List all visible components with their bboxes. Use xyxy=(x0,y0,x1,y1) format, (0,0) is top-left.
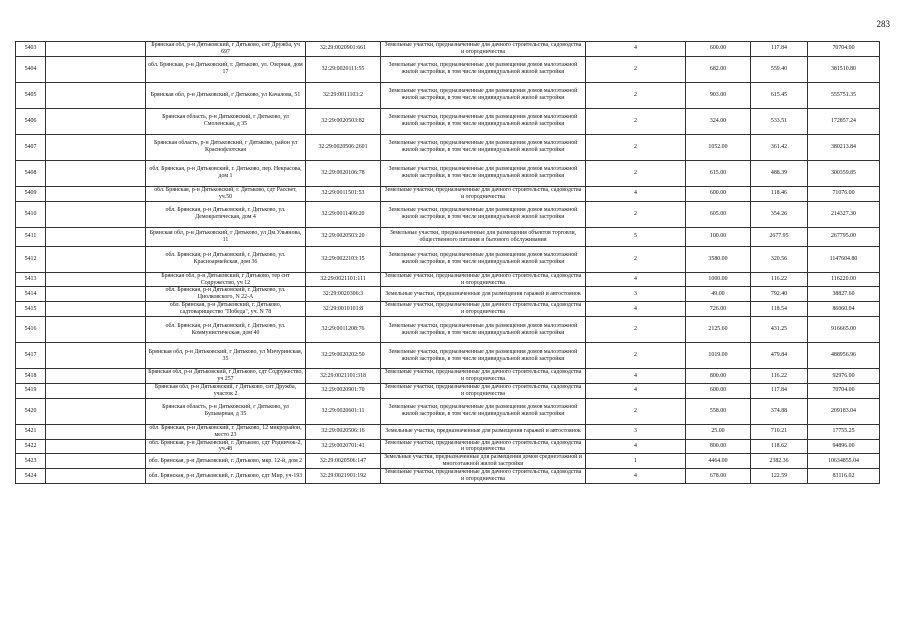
table-row xyxy=(16,287,880,302)
area-cell: 600.00 xyxy=(686,383,751,398)
blank-cell xyxy=(46,302,146,317)
land-use-cell: Земельные участки, предназначенные для размещения домов малоэтажной жилой застройки, в том числе индивидуальной жилой застройки xyxy=(381,246,586,272)
cadastral-number-cell: 32:29:0011103:2 xyxy=(306,82,381,108)
specific-value-cell: 479.84 xyxy=(751,343,808,369)
row-number-cell: 5414 xyxy=(16,287,46,302)
cadastral-value-cell: 916665.00 xyxy=(808,317,880,343)
specific-value-cell: 118.54 xyxy=(751,302,808,317)
specific-value-cell: 117.84 xyxy=(751,383,808,398)
table-row xyxy=(16,454,880,469)
area-cell: 558.00 xyxy=(686,398,751,424)
group-cell: 3 xyxy=(586,424,686,439)
area-cell: 600.00 xyxy=(686,42,751,57)
blank-cell xyxy=(46,56,146,82)
cadastral-number-cell: 32:29:0020503:20 xyxy=(306,227,381,246)
land-use-cell: Земельные участки, предназначенные для дачного строительства, садоводства и огородничества xyxy=(381,469,586,484)
blank-cell xyxy=(46,227,146,246)
land-use-cell: Земельные участки, предназначенные для размещения домов малоэтажной жилой застройки, в том числе индивидуальной жилой застройки xyxy=(381,160,586,186)
cadastral-number-cell: 32:29:0020901:661 xyxy=(306,42,381,57)
row-number-cell: 5406 xyxy=(16,108,46,134)
blank-cell xyxy=(46,343,146,369)
specific-value-cell: 615.45 xyxy=(751,82,808,108)
cadastral-number-cell: 32:29:0021901:192 xyxy=(306,469,381,484)
table-row xyxy=(16,108,880,134)
table-row xyxy=(16,134,880,160)
table-row xyxy=(16,383,880,398)
address-cell: обл. Брянская, р-н Дятьковский, г. Дятьково, 12 микрорайон, место 23 xyxy=(146,424,306,439)
blank-cell xyxy=(46,108,146,134)
blank-cell xyxy=(46,369,146,384)
table-row xyxy=(16,201,880,227)
cadastral-value-cell: 214327.30 xyxy=(808,201,880,227)
row-number-cell: 5418 xyxy=(16,369,46,384)
cadastral-number-cell: 32:29:0020111:55 xyxy=(306,56,381,82)
row-number-cell: 5419 xyxy=(16,383,46,398)
row-number-cell: 5411 xyxy=(16,227,46,246)
cadastral-value-cell: 300359.85 xyxy=(808,160,880,186)
land-use-cell: Земельные участки, предназначенные для дачного строительства, садоводства и огородничества xyxy=(381,439,586,454)
area-cell: 903.00 xyxy=(686,82,751,108)
area-cell: 324.00 xyxy=(686,108,751,134)
specific-value-cell: 354.26 xyxy=(751,201,808,227)
land-use-cell: Земельные участки, предназначенные для размещения домов малоэтажной жилой застройки, в том числе индивидуальной жилой застройки xyxy=(381,398,586,424)
land-use-cell: Земельные участки, предназначенные для дачного строительства, садоводства и огородничества xyxy=(381,383,586,398)
group-cell: 2 xyxy=(586,398,686,424)
area-cell: 678.00 xyxy=(686,469,751,484)
row-number-cell: 5404 xyxy=(16,56,46,82)
blank-cell xyxy=(46,439,146,454)
blank-cell xyxy=(46,398,146,424)
row-number-cell: 5424 xyxy=(16,469,46,484)
area-cell: 2125.60 xyxy=(686,317,751,343)
cadastral-value-cell: 17755.25 xyxy=(808,424,880,439)
row-number-cell: 5408 xyxy=(16,160,46,186)
specific-value-cell: 431.25 xyxy=(751,317,808,343)
cadastral-value-cell: 116220.00 xyxy=(808,272,880,287)
cadastral-number-cell: 32:29:0021101:111 xyxy=(306,272,381,287)
address-cell: обл. Брянская, р-н Дятьковский, г. Дятьково, сдт Рассвет, уч.50 xyxy=(146,186,306,201)
address-cell: Брянская обл, р-н Дятьковский, г Дятьково, сдт Содружество, уч 257 xyxy=(146,369,306,384)
blank-cell xyxy=(46,160,146,186)
land-use-cell: Земельные участки, предназначенные для дачного строительства, садоводства и огородничества xyxy=(381,42,586,57)
cadastral-value-cell: 10634855.04 xyxy=(808,454,880,469)
cadastral-value-cell: 38827.60 xyxy=(808,287,880,302)
address-cell: Брянская область, р-н Дятьковский, г Дятьково, ул Бульварная, д 35 xyxy=(146,398,306,424)
land-use-cell: Земельные участки, предназначенные для размещения домов малоэтажной жилой застройки, в том числе индивидуальной жилой застройки xyxy=(381,56,586,82)
group-cell: 2 xyxy=(586,56,686,82)
cadastral-number-cell: 32:29:0020601:11 xyxy=(306,398,381,424)
specific-value-cell: 118.46 xyxy=(751,186,808,201)
blank-cell xyxy=(46,201,146,227)
land-use-cell: Земельные участки, предназначенные для размещения домов малоэтажной жилой застройки, в том числе индивидуальной жилой застройки xyxy=(381,108,586,134)
cadastral-number-cell: 32:29:0020901:70 xyxy=(306,383,381,398)
cadastral-number-cell: 32:29:0020306:3 xyxy=(306,287,381,302)
cadastral-number-cell: 32:29:0020506:2601 xyxy=(306,134,381,160)
group-cell: 2 xyxy=(586,134,686,160)
cadastral-value-cell: 209183.04 xyxy=(808,398,880,424)
specific-value-cell: 792.40 xyxy=(751,287,808,302)
address-cell: Брянская обл, р-н Дятьковский, г Дятьково, ул Дм.Ульянова, 11 xyxy=(146,227,306,246)
table-row xyxy=(16,302,880,317)
table-row xyxy=(16,369,880,384)
table-row xyxy=(16,186,880,201)
specific-value-cell: 533.51 xyxy=(751,108,808,134)
group-cell: 4 xyxy=(586,369,686,384)
blank-cell xyxy=(46,134,146,160)
row-number-cell: 5423 xyxy=(16,454,46,469)
row-number-cell: 5410 xyxy=(16,201,46,227)
cadastral-value-cell: 555751.35 xyxy=(808,82,880,108)
group-cell: 5 xyxy=(586,227,686,246)
area-cell: 4464.00 xyxy=(686,454,751,469)
area-cell: 100.00 xyxy=(686,227,751,246)
table-row xyxy=(16,246,880,272)
land-use-cell: Земельные участки, предназначенные для размещения домов малоэтажной жилой застройки, в том числе индивидуальной жилой застройки xyxy=(381,201,586,227)
cadastral-number-cell: 32:29:0020506:16 xyxy=(306,424,381,439)
row-number-cell: 5416 xyxy=(16,317,46,343)
land-use-cell: Земельные участки, предназначенные для размещения домов малоэтажной жилой застройки, в том числе индивидуальной жилой застройки xyxy=(381,134,586,160)
cadastral-value-cell: 86060.04 xyxy=(808,302,880,317)
table-row xyxy=(16,317,880,343)
cadastral-value-cell: 70704.00 xyxy=(808,42,880,57)
land-use-cell: Земельные участки, предназначенные для размещения домов малоэтажной жилой застройки, в том числе индивидуальной жилой застройки xyxy=(381,343,586,369)
address-cell: обл. Брянская, р-н Дятьковский, г. Дятьково, ул. Озерная, дом 17 xyxy=(146,56,306,82)
group-cell: 3 xyxy=(586,287,686,302)
address-cell: Брянская обл, р-н Дятьковский, г Дятьково, ул Качалова, 51 xyxy=(146,82,306,108)
blank-cell xyxy=(46,424,146,439)
blank-cell xyxy=(46,82,146,108)
group-cell: 4 xyxy=(586,42,686,57)
group-cell: 2 xyxy=(586,108,686,134)
table-row xyxy=(16,82,880,108)
blank-cell xyxy=(46,469,146,484)
specific-value-cell: 116.22 xyxy=(751,369,808,384)
table-body xyxy=(16,42,880,484)
land-use-cell: Земельные участки, предназначенные для размещения домов малоэтажной жилой застройки, в том числе индивидуальной жилой застройки xyxy=(381,82,586,108)
specific-value-cell: 2382.36 xyxy=(751,454,808,469)
row-number-cell: 5420 xyxy=(16,398,46,424)
land-use-cell: Земельные участки, предназначенные для дачного строительства, садоводства и огородничества xyxy=(381,272,586,287)
row-number-cell: 5422 xyxy=(16,439,46,454)
specific-value-cell: 374.88 xyxy=(751,398,808,424)
cadastral-value-cell: 1147604.80 xyxy=(808,246,880,272)
land-use-cell: Земельные участки, предназначенные для дачного строительства, садоводства и огородничества xyxy=(381,302,586,317)
blank-cell xyxy=(46,246,146,272)
table-row xyxy=(16,227,880,246)
cadastral-number-cell: 32:29:0020202:50 xyxy=(306,343,381,369)
cadastral-value-cell: 380213.84 xyxy=(808,134,880,160)
area-cell: 726.00 xyxy=(686,302,751,317)
cadastral-number-cell: 32:29:0021101:318 xyxy=(306,369,381,384)
area-cell: 3580.00 xyxy=(686,246,751,272)
table-row xyxy=(16,343,880,369)
blank-cell xyxy=(46,383,146,398)
specific-value-cell: 320.56 xyxy=(751,246,808,272)
blank-cell xyxy=(46,186,146,201)
area-cell: 800.00 xyxy=(686,439,751,454)
address-cell: обл. Брянская, р-н Дятьковский, г. Дятьково, сдт Родничок-2, уч.48 xyxy=(146,439,306,454)
address-cell: обл. Брянская, р-н Дятьковский, г. Дятьково, ул. Красноармейская, дом 36 xyxy=(146,246,306,272)
cadastral-number-cell: 32:29:0022103:15 xyxy=(306,246,381,272)
address-cell: Брянская область, р-н Дятьковский, г Дятьково, район ул Краснофлотская xyxy=(146,134,306,160)
table-row xyxy=(16,160,880,186)
cadastral-number-cell: 32:29:0020503:82 xyxy=(306,108,381,134)
cadastral-value-table xyxy=(15,41,880,484)
address-cell: обл. Брянская, р-н Дятьковский, г. Дятьково, ул. Циолковского, N 22-А xyxy=(146,287,306,302)
specific-value-cell: 116.22 xyxy=(751,272,808,287)
address-cell: обл. Брянская, р-н Дятьковский, г. Дятьково, ул. Демократическая, дом 4 xyxy=(146,201,306,227)
specific-value-cell: 559.40 xyxy=(751,56,808,82)
group-cell: 2 xyxy=(586,82,686,108)
cadastral-number-cell: 32:29:0020106:78 xyxy=(306,160,381,186)
cadastral-value-cell: 94896.00 xyxy=(808,439,880,454)
cadastral-value-cell: 71076.00 xyxy=(808,186,880,201)
cadastral-number-cell: 32:29:0011409:20 xyxy=(306,201,381,227)
area-cell: 1019.00 xyxy=(686,343,751,369)
specific-value-cell: 710.21 xyxy=(751,424,808,439)
group-cell: 2 xyxy=(586,317,686,343)
address-cell: обл. Брянская, р-н Дятьковский, г. Дятьково, сдт Мир, уч-193 xyxy=(146,469,306,484)
blank-cell xyxy=(46,287,146,302)
row-number-cell: 5409 xyxy=(16,186,46,201)
table-row xyxy=(16,469,880,484)
specific-value-cell: 122.59 xyxy=(751,469,808,484)
specific-value-cell: 361.42 xyxy=(751,134,808,160)
cadastral-number-cell: 32:29:0011208:76 xyxy=(306,317,381,343)
group-cell: 4 xyxy=(586,272,686,287)
address-cell: Брянская обл, р-н Дятьковский, г Дятьково, ул Мичуринская, 35 xyxy=(146,343,306,369)
land-use-cell: Земельные участки, предназначенные для размещения гаражей и автостоянок xyxy=(381,424,586,439)
address-cell: Брянская обл, р-н Дятьковский, г Дятьково, снт Дружба, участок 2 xyxy=(146,383,306,398)
land-use-cell: Земельные участки, предназначенные для размещения объектов торговли, общественного питания и бытового обслуживания xyxy=(381,227,586,246)
cadastral-number-cell: 32:29:0020506:147 xyxy=(306,454,381,469)
group-cell: 2 xyxy=(586,160,686,186)
group-cell: 2 xyxy=(586,201,686,227)
group-cell: 4 xyxy=(586,186,686,201)
area-cell: 1052.00 xyxy=(686,134,751,160)
area-cell: 682.00 xyxy=(686,56,751,82)
area-cell: 605.00 xyxy=(686,201,751,227)
row-number-cell: 5415 xyxy=(16,302,46,317)
blank-cell xyxy=(46,454,146,469)
address-cell: обл. Брянская, р-н Дятьковский, г. Дятьково, пер. Некрасова, дом 1 xyxy=(146,160,306,186)
area-cell: 600.00 xyxy=(686,186,751,201)
group-cell: 4 xyxy=(586,439,686,454)
cadastral-value-cell: 172857.24 xyxy=(808,108,880,134)
address-cell: обл. Брянская, р-н Дятьковский, г. Дятьково, ул. Коммунистическая, дом 40 xyxy=(146,317,306,343)
specific-value-cell: 118.62 xyxy=(751,439,808,454)
group-cell: 4 xyxy=(586,469,686,484)
area-cell: 615.00 xyxy=(686,160,751,186)
land-use-cell: Земельные участки, предназначенные для размещения домов среднеэтажной и многоэтажной жилой застройки xyxy=(381,454,586,469)
specific-value-cell: 117.84 xyxy=(751,42,808,57)
specific-value-cell: 2677.95 xyxy=(751,227,808,246)
row-number-cell: 5417 xyxy=(16,343,46,369)
address-cell: Брянская обл, р-н Дятьковский, г Дятьково, тер снт Содружество, уч 12 xyxy=(146,272,306,287)
table-row xyxy=(16,56,880,82)
cadastral-value-cell: 267795.00 xyxy=(808,227,880,246)
address-cell: Брянская обл, р-н Дятьковский, г Дятьково, снт Дружба, уч 697 xyxy=(146,42,306,57)
row-number-cell: 5405 xyxy=(16,82,46,108)
area-cell: 800.00 xyxy=(686,369,751,384)
cadastral-value-cell: 92976.00 xyxy=(808,369,880,384)
cadastral-value-cell: 83116.02 xyxy=(808,469,880,484)
row-number-cell: 5403 xyxy=(16,42,46,57)
table-row xyxy=(16,42,880,57)
row-number-cell: 5421 xyxy=(16,424,46,439)
address-cell: Брянская область, р-н Дятьковский, г Дятьково, ул Смоленская, д 35 xyxy=(146,108,306,134)
land-use-cell: Земельные участки, предназначенные для размещения гаражей и автостоянок xyxy=(381,287,586,302)
group-cell: 4 xyxy=(586,383,686,398)
group-cell: 4 xyxy=(586,302,686,317)
table-row xyxy=(16,398,880,424)
area-cell: 25.00 xyxy=(686,424,751,439)
area-cell: 49.00 xyxy=(686,287,751,302)
land-use-cell: Земельные участки, предназначенные для дачного строительства, садоводства и огородничества xyxy=(381,369,586,384)
blank-cell xyxy=(46,317,146,343)
row-number-cell: 5407 xyxy=(16,134,46,160)
row-number-cell: 5412 xyxy=(16,246,46,272)
specific-value-cell: 488.39 xyxy=(751,160,808,186)
address-cell: обл. Брянская, р-н Дятьковский, г. Дятьково, мкр. 12-й, дом 2 xyxy=(146,454,306,469)
address-cell: обл. Брянская, р-н Дятьковский, г. Дятьково, садтоварищество "Победа", уч. N 78 xyxy=(146,302,306,317)
group-cell: 2 xyxy=(586,246,686,272)
cadastral-number-cell: 32:29:0010101:8 xyxy=(306,302,381,317)
page-number: 283 xyxy=(876,19,890,29)
cadastral-value-cell: 488956.96 xyxy=(808,343,880,369)
table-row xyxy=(16,272,880,287)
area-cell: 1000.00 xyxy=(686,272,751,287)
group-cell: 1 xyxy=(586,454,686,469)
cadastral-value-cell: 381510.80 xyxy=(808,56,880,82)
land-use-cell: Земельные участки, предназначенные для дачного строительства, садоводства и огородничества xyxy=(381,186,586,201)
row-number-cell: 5413 xyxy=(16,272,46,287)
cadastral-value-cell: 70704.00 xyxy=(808,383,880,398)
table-row xyxy=(16,439,880,454)
cadastral-number-cell: 32:29:0020701:41 xyxy=(306,439,381,454)
table-row xyxy=(16,424,880,439)
group-cell: 2 xyxy=(586,343,686,369)
cadastral-number-cell: 32:29:0011501:53 xyxy=(306,186,381,201)
blank-cell xyxy=(46,42,146,57)
land-use-cell: Земельные участки, предназначенные для размещения домов малоэтажной жилой застройки, в том числе индивидуальной жилой застройки xyxy=(381,317,586,343)
blank-cell xyxy=(46,272,146,287)
